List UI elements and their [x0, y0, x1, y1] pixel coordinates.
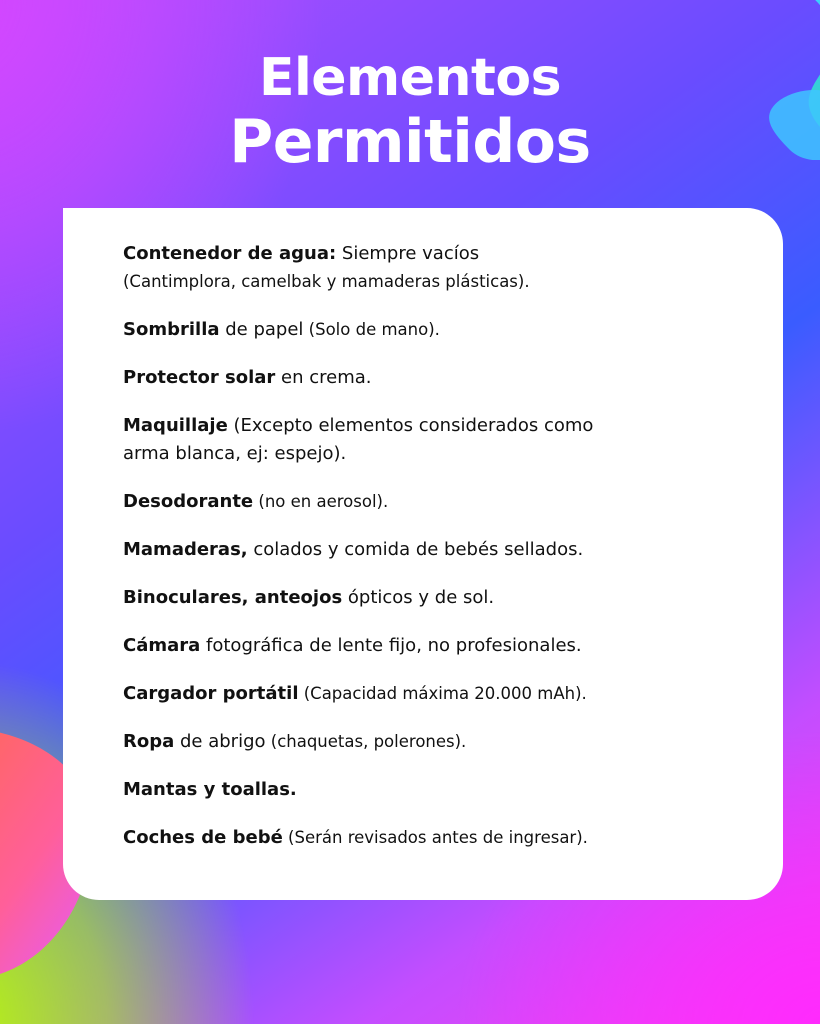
list-item: [123, 632, 743, 660]
item-rest: (no en aerosol).: [253, 492, 389, 511]
page-title-line-2: Permitidos: [229, 107, 591, 177]
list-item: [123, 776, 743, 804]
item-bold: Coches de bebé: [123, 827, 283, 848]
item-rest: de abrigo: [174, 731, 266, 752]
item-rest-2: (Cantimplora, camelbak y mamaderas plásticas).: [123, 272, 530, 291]
item-rest: Siempre vacíos: [336, 243, 480, 264]
item-bold: Binoculares, anteojos: [123, 587, 343, 608]
list-item: [123, 824, 743, 852]
item-bold: Mantas y toallas.: [123, 779, 297, 800]
list-item: [123, 364, 743, 392]
item-bold: Contenedor de agua:: [123, 243, 337, 264]
allowed-items-card: [63, 208, 783, 900]
list-item: [123, 728, 743, 756]
list-item: [123, 316, 743, 344]
item-rest: colados y comida de bebés sellados.: [247, 539, 584, 560]
page-title-line-1: Elementos: [258, 48, 562, 108]
item-rest: (Capacidad máxima 20.000 mAh).: [298, 684, 587, 703]
item-rest: en crema.: [275, 367, 372, 388]
item-rest: fotográfica de lente fijo, no profesionales.: [200, 635, 582, 656]
item-rest: ópticos y de sol.: [342, 587, 495, 608]
item-bold: Cámara: [123, 635, 201, 656]
list-item: [123, 584, 743, 612]
item-bold: Protector solar: [123, 367, 276, 388]
item-bold: Desodorante: [123, 491, 254, 512]
item-bold: Sombrilla: [123, 319, 220, 340]
item-rest-2: arma blanca, ej: espejo).: [123, 443, 347, 464]
list-item: [123, 536, 743, 564]
item-rest: (Serán revisados antes de ingresar).: [282, 828, 588, 847]
list-item: [123, 412, 743, 468]
item-rest: de papel: [219, 319, 304, 340]
item-bold: Cargador portátil: [123, 683, 299, 704]
item-bold: Ropa: [123, 731, 175, 752]
item-rest: (Excepto elementos considerados como: [227, 415, 594, 436]
item-bold: Mamaderas,: [123, 539, 248, 560]
item-rest-2: (Solo de mano).: [303, 320, 440, 339]
item-rest-2: (chaquetas, polerones).: [265, 732, 467, 751]
list-item: [123, 240, 743, 296]
list-item: [123, 680, 743, 708]
list-item: [123, 488, 743, 516]
item-bold: Maquillaje: [123, 415, 228, 436]
